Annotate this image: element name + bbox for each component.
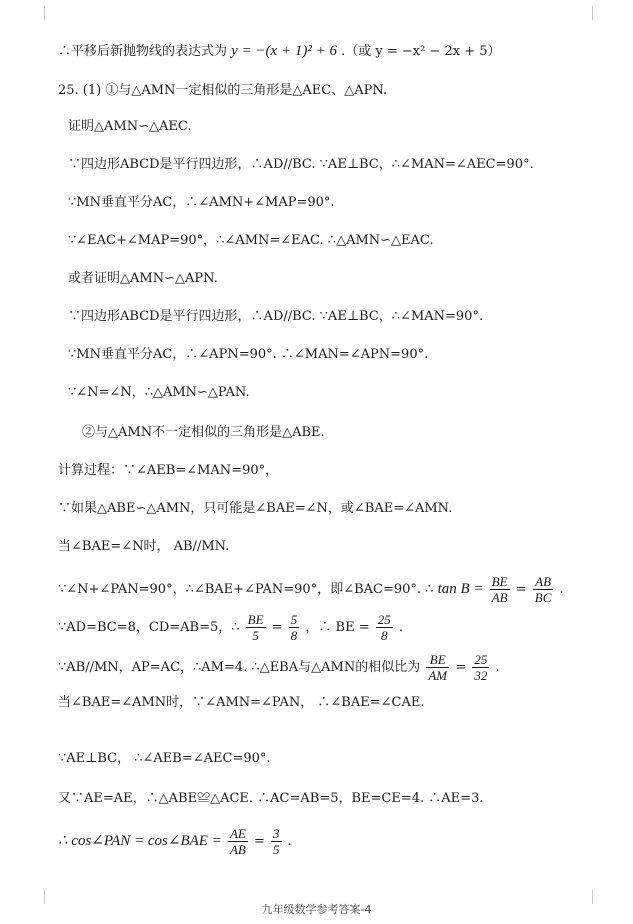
- calc-line: 当∠BAE=∠AMN时，∵∠AMN=∠PAN， ∴∠BAE=∠CAE.: [58, 695, 425, 710]
- fraction-25-32: [472, 652, 489, 683]
- calc-line-tan: [58, 574, 564, 605]
- period: .: [559, 582, 564, 597]
- period: .: [398, 620, 404, 635]
- equals-sign: =: [253, 834, 265, 849]
- fraction-be-ab: [490, 574, 510, 605]
- proof-line: ∵MN垂直平分AC，∴∠AMN+∠MAP=90°.: [68, 195, 335, 210]
- line-text: ∵AD=BC=8，CD=AB=5，∴: [58, 620, 240, 635]
- line-text: ∵∠N+∠PAN=90°，∴∠BAE+∠PAN=90°，即∠BAC=90°. ∴: [58, 582, 434, 597]
- question-25-part2: ②与△AMN不一定相似的三角形是△ABE.: [82, 425, 325, 440]
- fraction-denominator: AB: [229, 842, 246, 857]
- calc-line: 又∵AE=AE，∴△ABE≌△ACE. ∴AC=AB=5，BE=CE=4. ∴AE=3.: [58, 791, 484, 806]
- period: .: [495, 660, 500, 675]
- fraction-3-5: [271, 826, 282, 857]
- corner-mark-top-right: [592, 6, 607, 20]
- fraction-numerator: AE: [229, 826, 246, 841]
- line-text: ∴平移后新抛物线的表达式为: [58, 44, 228, 59]
- question-25-part1: 25. (1) ①与△AMN一定相似的三角形是△AEC、△APN.: [58, 83, 388, 98]
- fraction-denominator: 5: [252, 628, 259, 643]
- equals-sign: =: [271, 620, 283, 635]
- fraction-denominator: AM: [428, 668, 448, 683]
- period: .: [287, 834, 292, 849]
- fraction-denominator: 8: [380, 628, 388, 643]
- fraction-numerator: 5: [290, 612, 298, 627]
- equals-sign: =: [515, 582, 527, 597]
- cos-expression: ∴ cos∠PAN = cos∠BAE =: [58, 833, 222, 849]
- fraction-ab-bc: [533, 574, 554, 605]
- calc-line-cos: [58, 826, 292, 857]
- fraction-be-am: [426, 652, 449, 683]
- calc-line-be: [58, 612, 403, 643]
- fraction-denominator: AB: [491, 590, 508, 605]
- proof-line: 或者证明△AMN∽△APN.: [68, 271, 218, 286]
- calc-line-ratio: [58, 652, 500, 683]
- alternate-equation: .（或 y = −x² − 2x + 5）: [341, 44, 501, 59]
- line-parabola-expression: [58, 42, 500, 61]
- proof-line: ∵MN垂直平分AC，∴∠APN=90°. ∴∠MAN=∠APN=90°.: [68, 347, 429, 362]
- fraction-denominator: 32: [474, 668, 488, 683]
- calc-line: 当∠BAE=∠N时， AB//MN.: [58, 539, 230, 554]
- fraction-ae-ab: [228, 826, 248, 857]
- fraction-5-8: [289, 612, 300, 643]
- line-text: ，∴ BE =: [305, 620, 370, 635]
- proof-line: 证明△AMN∽△AEC.: [68, 119, 192, 134]
- fraction-be-5: [246, 612, 266, 643]
- equation: y = −(x + 1)² + 6: [231, 43, 337, 59]
- tan-label: tan B =: [437, 581, 484, 597]
- proof-line: ∵∠EAC+∠MAP=90°，∴∠AMN=∠EAC. ∴△AMN∽△EAC.: [68, 233, 434, 248]
- calc-line: ∵如果△ABE∽△AMN，只可能是∠BAE=∠N，或∠BAE=∠AMN.: [58, 501, 453, 516]
- fraction-numerator: 25: [474, 652, 488, 667]
- line-text: ∵AB//MN，AP=AC，∴AM=4. ∴△EBA与△AMN的相似比为: [58, 660, 421, 675]
- fraction-numerator: AB: [533, 574, 554, 590]
- fraction-numerator: BE: [247, 612, 264, 627]
- fraction-denominator: 5: [273, 842, 280, 857]
- proof-line: ∵四边形ABCD是平行四边形，∴AD//BC. ∵AE⊥BC，∴∠MAN=90°.: [68, 309, 484, 324]
- fraction-numerator: BE: [491, 574, 508, 589]
- page-footer: 九年级数学参考答案-4: [261, 903, 372, 916]
- proof-line: ∵∠N=∠N，∴△AMN∽△PAN.: [68, 385, 250, 400]
- equals-sign: =: [455, 660, 467, 675]
- calc-line: 计算过程：∵∠AEB=∠MAN=90°，: [58, 463, 279, 478]
- calc-line: ∵AE⊥BC， ∴∠AEB=∠AEC=90°.: [58, 751, 271, 766]
- fraction-25-8: [376, 612, 393, 643]
- proof-line: ∵四边形ABCD是平行四边形，∴AD//BC. ∵AE⊥BC，∴∠MAN=∠AEC=90°.: [68, 157, 534, 172]
- fraction-numerator: BE: [426, 652, 449, 668]
- fraction-numerator: 3: [273, 826, 280, 841]
- corner-mark-top-left: [30, 6, 45, 20]
- fraction-denominator: 8: [290, 628, 298, 643]
- fraction-numerator: 25: [377, 612, 391, 627]
- fraction-denominator: BC: [534, 590, 552, 605]
